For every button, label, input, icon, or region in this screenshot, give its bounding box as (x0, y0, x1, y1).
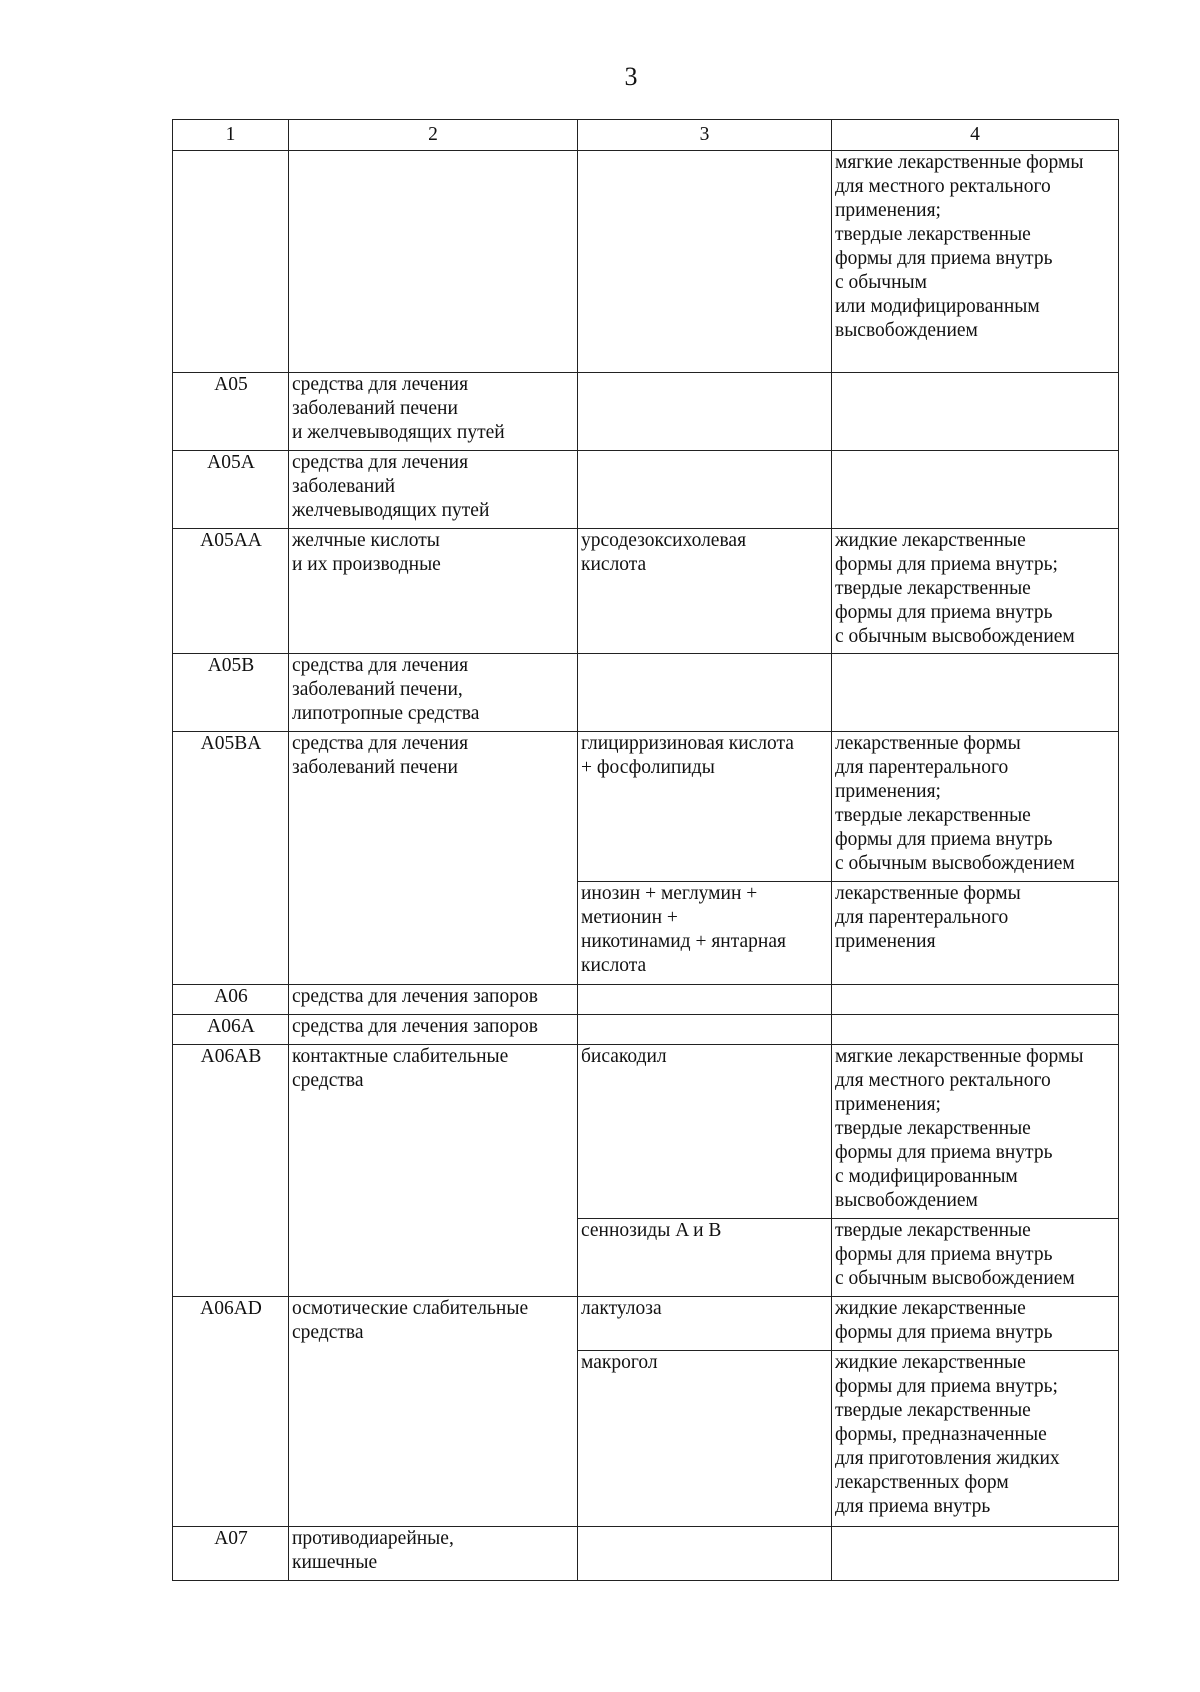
dosage-form-cell: мягкие лекарственные формы для местного ректального применения; твердые лекарственные формы для приема внутрь с обычным или модифицированным высвобождением (832, 151, 1119, 373)
substance-cell: сеннозиды A и B (578, 1219, 832, 1297)
drug-table (172, 119, 1119, 1581)
table-row (173, 1297, 1119, 1351)
dosage-form-cell (832, 654, 1119, 732)
group-cell: средства для лечения заболеваний печени, липотропные средства (289, 654, 578, 732)
substance-cell (578, 1015, 832, 1045)
atc-code-cell: A06A (173, 1015, 289, 1045)
dosage-form-cell (832, 1527, 1119, 1581)
group-cell (289, 151, 578, 373)
group-cell: средства для лечения запоров (289, 1015, 578, 1045)
dosage-form-cell: жидкие лекарственные формы для приема внутрь; твердые лекарственные формы, предназначенные для приготовления жидких лекарственных форм для приема внутрь (832, 1351, 1119, 1527)
atc-code-cell: A05B (173, 654, 289, 732)
group-cell: противодиарейные, кишечные (289, 1527, 578, 1581)
group-cell: контактные слабительные средства (289, 1045, 578, 1297)
substance-cell: глицирризиновая кислота + фосфолипиды (578, 732, 832, 882)
substance-cell: урсодезоксихолевая кислота (578, 529, 832, 654)
dosage-form-cell: лекарственные формы для парентерального применения (832, 882, 1119, 985)
table-row (173, 1527, 1119, 1581)
column-number-4: 4 (832, 120, 1119, 151)
atc-code-cell: A06AB (173, 1045, 289, 1297)
dosage-form-cell: жидкие лекарственные формы для приема внутрь; твердые лекарственные формы для приема внутрь с обычным высвобождением (832, 529, 1119, 654)
table-row (173, 529, 1119, 654)
group-cell: желчные кислоты и их производные (289, 529, 578, 654)
substance-cell (578, 985, 832, 1015)
atc-code-cell: A05A (173, 451, 289, 529)
table-row (173, 732, 1119, 882)
table-row (173, 1015, 1119, 1045)
group-cell: осмотические слабительные средства (289, 1297, 578, 1527)
group-cell: средства для лечения заболеваний печени (289, 732, 578, 985)
column-number-row (173, 120, 1119, 151)
dosage-form-cell: мягкие лекарственные формы для местного ректального применения; твердые лекарственные формы для приема внутрь с модифицированным высвобождением (832, 1045, 1119, 1219)
substance-cell (578, 373, 832, 451)
table-row (173, 451, 1119, 529)
dosage-form-cell (832, 1015, 1119, 1045)
atc-code-cell: A06 (173, 985, 289, 1015)
atc-code-cell: A05BA (173, 732, 289, 985)
group-cell: средства для лечения заболеваний печени и желчевыводящих путей (289, 373, 578, 451)
substance-cell: бисакодил (578, 1045, 832, 1219)
atc-code-cell (173, 151, 289, 373)
substance-cell (578, 151, 832, 373)
group-cell: средства для лечения запоров (289, 985, 578, 1015)
column-number-2: 2 (289, 120, 578, 151)
dosage-form-cell (832, 451, 1119, 529)
substance-cell: инозин + меглумин + метионин + никотинамид + янтарная кислота (578, 882, 832, 985)
atc-code-cell: A07 (173, 1527, 289, 1581)
substance-cell (578, 654, 832, 732)
atc-code-cell: A06AD (173, 1297, 289, 1527)
atc-code-cell: A05AA (173, 529, 289, 654)
dosage-form-cell: лекарственные формы для парентерального применения; твердые лекарственные формы для приема внутрь с обычным высвобождением (832, 732, 1119, 882)
substance-cell (578, 1527, 832, 1581)
column-number-1: 1 (173, 120, 289, 151)
dosage-form-cell (832, 985, 1119, 1015)
dosage-form-cell (832, 373, 1119, 451)
table-row (173, 654, 1119, 732)
substance-cell: лактулоза (578, 1297, 832, 1351)
page-number: 3 (624, 62, 638, 91)
substance-cell: макрогол (578, 1351, 832, 1527)
group-cell: средства для лечения заболеваний желчевыводящих путей (289, 451, 578, 529)
table-row (173, 151, 1119, 373)
dosage-form-cell: твердые лекарственные формы для приема внутрь с обычным высвобождением (832, 1219, 1119, 1297)
table-row (173, 1045, 1119, 1219)
column-number-3: 3 (578, 120, 832, 151)
dosage-form-cell: жидкие лекарственные формы для приема внутрь (832, 1297, 1119, 1351)
table-row (173, 985, 1119, 1015)
substance-cell (578, 451, 832, 529)
table-row (173, 373, 1119, 451)
atc-code-cell: A05 (173, 373, 289, 451)
